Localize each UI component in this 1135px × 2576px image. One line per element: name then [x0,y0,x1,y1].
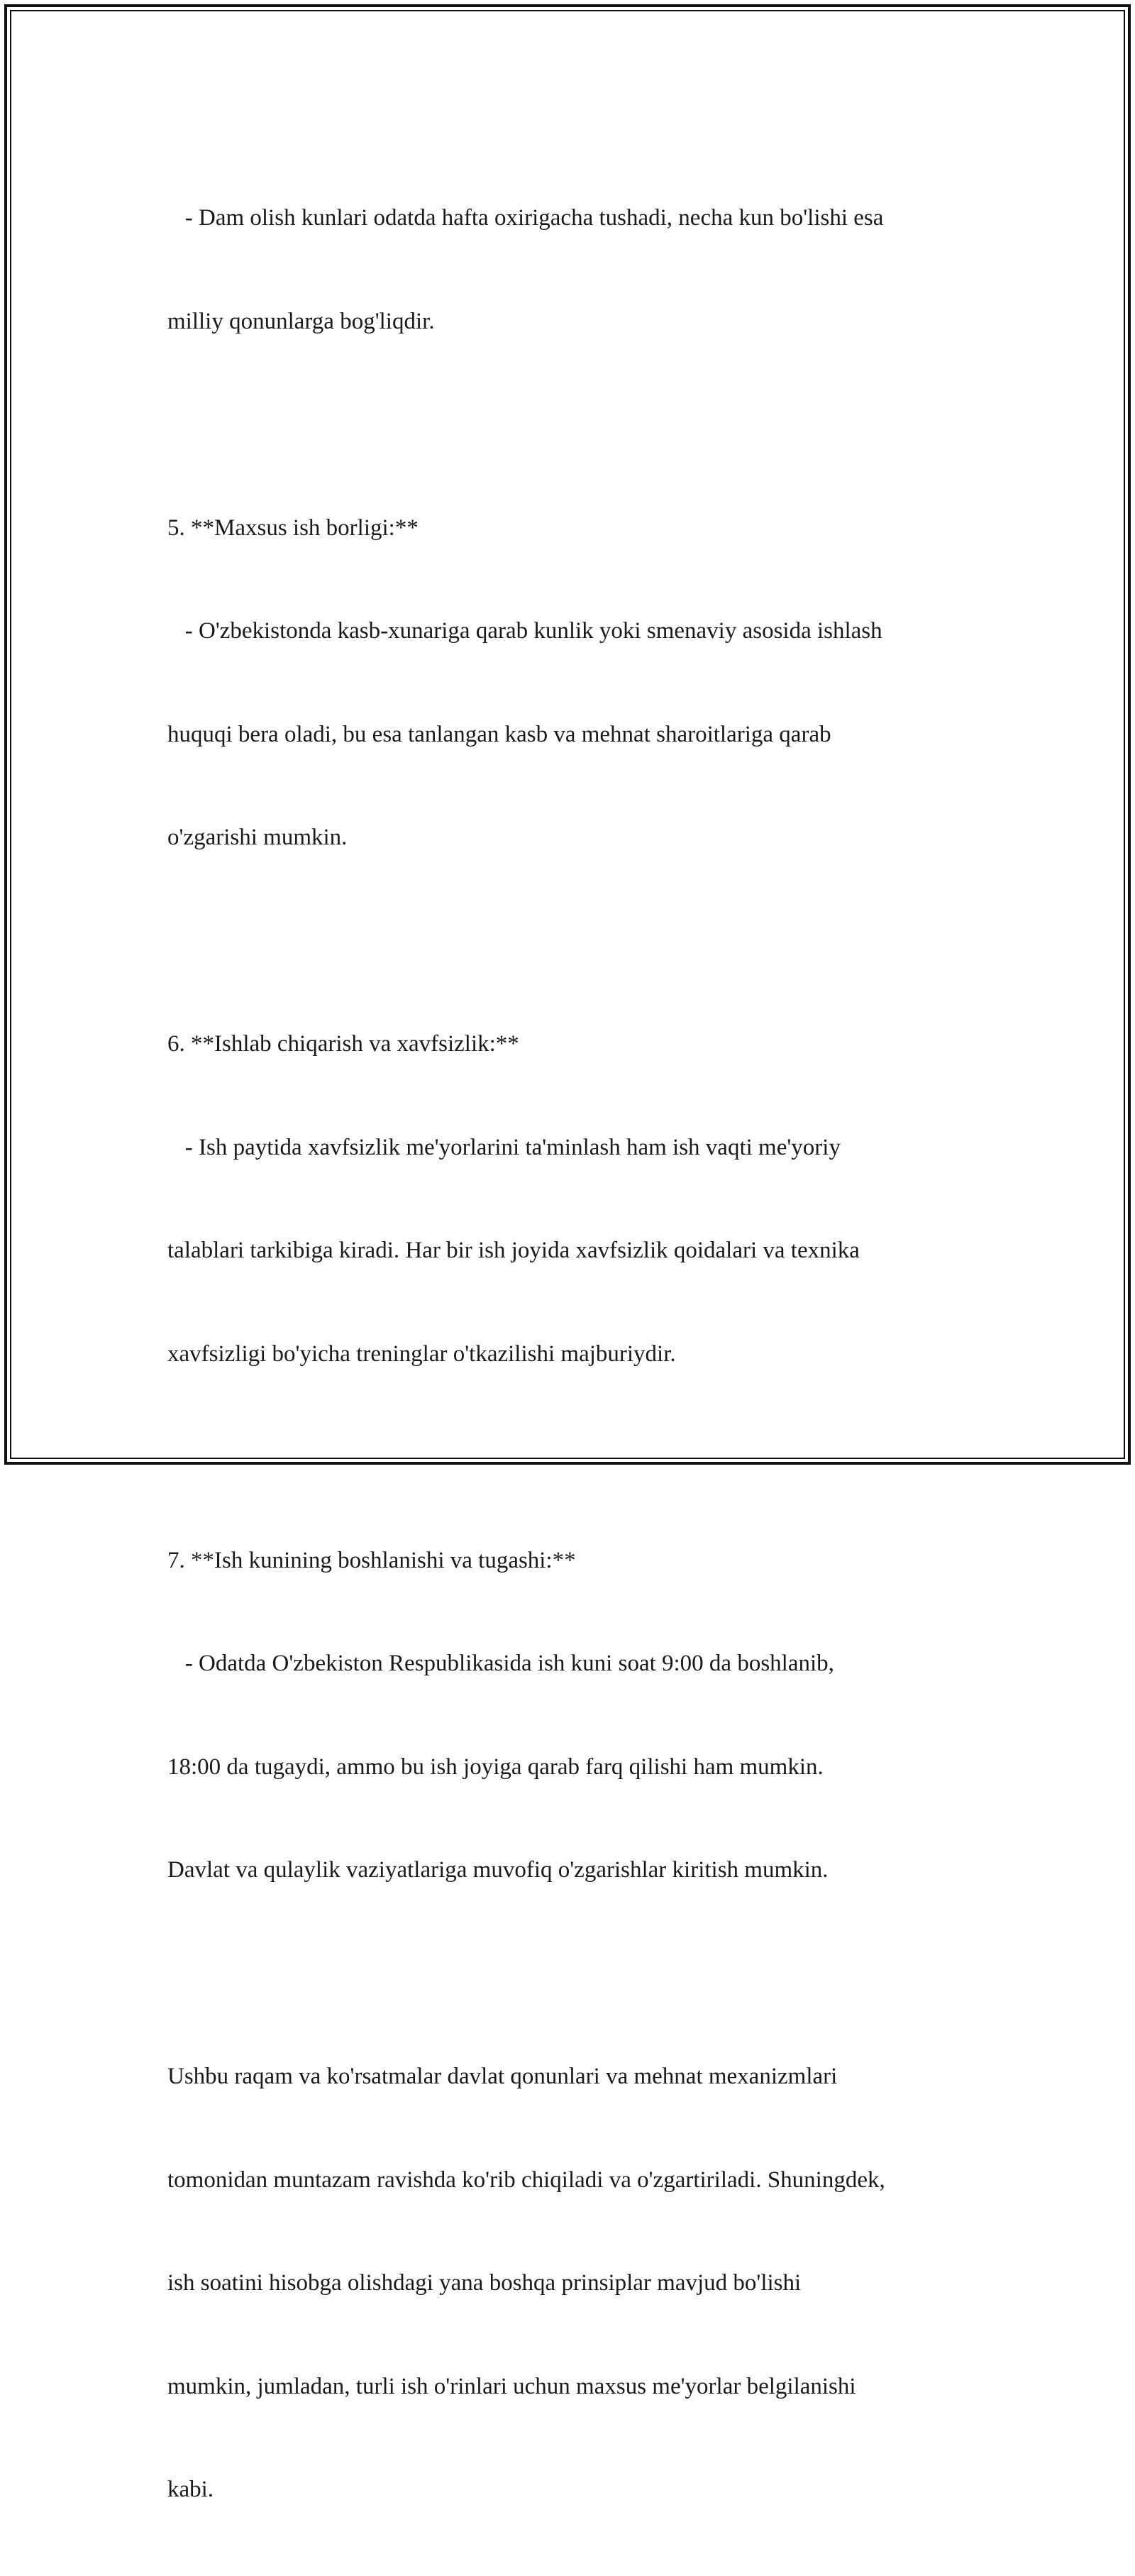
text-line: mumkin, jumladan, turli ish o'rinlari uchun maxsus me'yorlar belgilanishi [167,2373,856,2399]
text-line: 18:00 da tugaydi, ammo bu ish joyiga qarab farq qilishi ham mumkin. [167,1754,824,1780]
text-line: tomonidan muntazam ravishda ko'rib chiqiladi va o'zgartiriladi. Shuningdek, [167,2167,885,2193]
text-line: - Dam olish kunlari odatda hafta oxirigacha tushadi, necha kun bo'lishi esa [167,205,884,231]
section-heading: 7. **Ish kunining boshlanishi va tugashi:** [167,1547,576,1573]
paragraph-dam-olish [167,132,976,407]
text-line: Ushbu raqam va ko'rsatmalar davlat qonunlari va mehnat mexanizmlari [167,2064,838,2089]
text-line: kabi. [167,2477,214,2502]
section-heading: 5. **Maxsus ish borligi:** [167,514,419,541]
text-line: milliy qonunlarga bog'liqdir. [167,308,435,334]
section-heading: 6. **Ishlab chiqarish va xavfsizlik:** [167,1031,519,1057]
text-line: - Odatda O'zbekiston Respublikasida ish kuni soat 9:00 da boshlanib, [167,1651,834,1676]
section-5-maxsus-ish [167,442,976,924]
text-line: Davlat va qulaylik vaziyatlariga muvofiq o'zgarishlar kiritish mumkin. [167,1857,829,1883]
text-line: huquqi bera oladi, bu esa tanlangan kasb va mehnat sharoitlariga qarab [167,721,831,747]
section-6-xavfsizlik [167,958,976,1440]
text-line: - Ish paytida xavfsizlik me'yorlarini ta'minlash ham ish vaqti me'yoriy [167,1134,841,1160]
text-line: talablari tarkibiga kiradi. Har bir ish joyida xavfsizlik qoidalari va texnika [167,1238,860,1263]
paragraph-conclusion [167,1991,976,2576]
document-body [167,132,976,2576]
section-7-ish-kuni [167,1475,976,1956]
text-line: o'zgarishi mumkin. [167,825,348,850]
text-line: - O'zbekistonda kasb-xunariga qarab kunlik yoki smenaviy asosida ishlash [167,618,882,644]
text-line: xavfsizligi bo'yicha treninglar o'tkazilishi majburiydir. [167,1341,676,1367]
text-line: ish soatini hisobga olishdagi yana boshqa prinsiplar mavjud bo'lishi [167,2270,802,2296]
